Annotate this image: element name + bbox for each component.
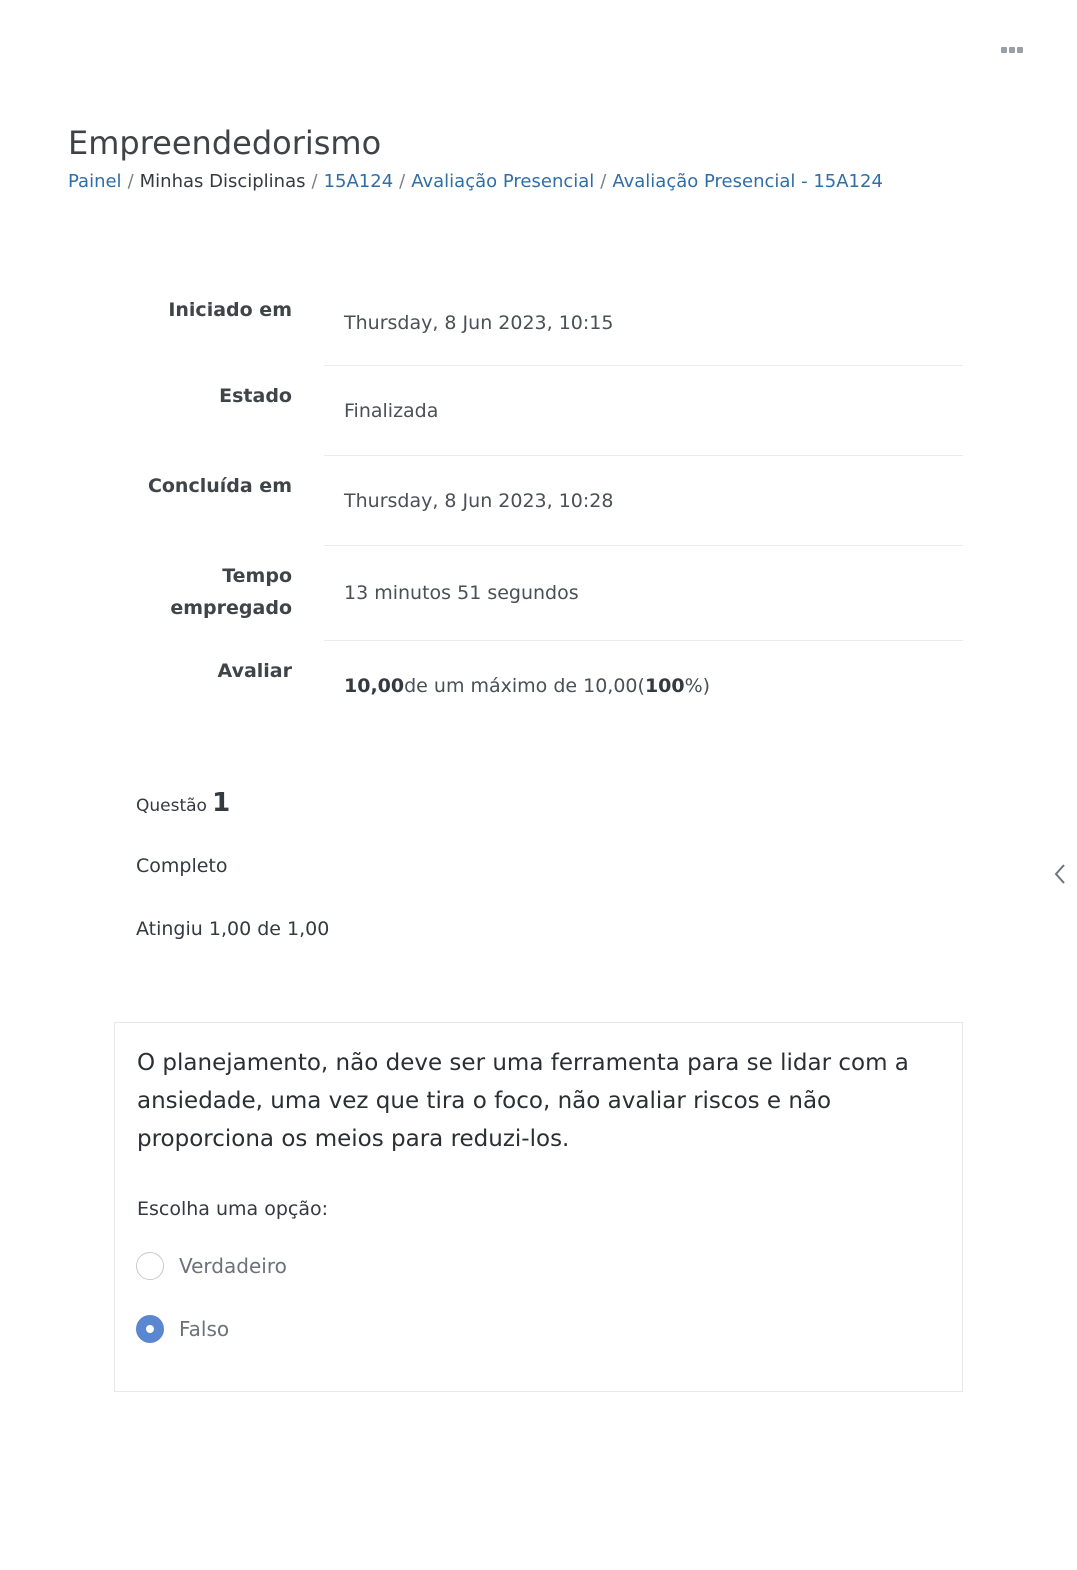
summary-value-time-taken: 13 minutos 51 segundos bbox=[324, 546, 963, 641]
breadcrumb bbox=[68, 171, 883, 192]
summary-label-line: empregado bbox=[170, 597, 292, 619]
summary-label: Avaliar bbox=[217, 660, 292, 682]
question-info bbox=[136, 788, 230, 818]
grade-text-end: %) bbox=[684, 675, 711, 697]
breadcrumb-minhas-disciplinas: Minhas Disciplinas bbox=[139, 171, 306, 192]
summary-row-started bbox=[120, 280, 963, 366]
breadcrumb-separator: / bbox=[399, 171, 406, 192]
drawer-toggle-button[interactable] bbox=[1050, 862, 1070, 886]
summary-value-grade bbox=[324, 641, 963, 731]
summary-value-started: Thursday, 8 Jun 2023, 10:15 bbox=[324, 280, 963, 366]
option-label: Falso bbox=[179, 1317, 230, 1341]
grade-percent: 100 bbox=[644, 675, 685, 697]
summary-row-state bbox=[120, 366, 963, 456]
question-prefix: Questão bbox=[136, 796, 207, 816]
breadcrumb-course[interactable]: 15A124 bbox=[323, 171, 394, 192]
option-verdadeiro[interactable] bbox=[136, 1252, 287, 1280]
grade-text: de um máximo de 10,00( bbox=[404, 675, 645, 697]
summary-value-state: Finalizada bbox=[324, 366, 963, 456]
breadcrumb-painel[interactable]: Painel bbox=[68, 171, 122, 192]
chevron-left-icon bbox=[1050, 862, 1070, 886]
question-text: O planejamento, não deve ser uma ferramenta para se lidar com a ansiedade, uma vez que tira o foco, não avaliar riscos e não proporciona os meios para reduzi-los. bbox=[137, 1050, 909, 1152]
option-label: Verdadeiro bbox=[179, 1254, 287, 1278]
summary-label: Concluída em bbox=[147, 475, 292, 497]
summary-label bbox=[120, 546, 308, 641]
summary-label: Estado bbox=[219, 385, 292, 407]
breadcrumb-separator: / bbox=[600, 171, 607, 192]
question-state: Completo bbox=[136, 855, 228, 877]
summary-value-completed: Thursday, 8 Jun 2023, 10:28 bbox=[324, 456, 963, 546]
summary-row-time-taken bbox=[120, 546, 963, 641]
breadcrumb-separator: / bbox=[127, 171, 134, 192]
radio-button-unchecked[interactable] bbox=[136, 1252, 164, 1280]
breadcrumb-quiz[interactable]: Avaliação Presencial - 15A124 bbox=[612, 171, 883, 192]
attempt-summary-table bbox=[120, 280, 963, 731]
question-number: 1 bbox=[212, 788, 231, 818]
breadcrumb-section[interactable]: Avaliação Presencial bbox=[411, 171, 595, 192]
option-falso[interactable] bbox=[136, 1315, 229, 1343]
question-card bbox=[114, 1022, 963, 1392]
radio-button-checked[interactable] bbox=[136, 1315, 164, 1343]
summary-label-line: Tempo bbox=[222, 565, 292, 587]
summary-row-completed bbox=[120, 456, 963, 546]
breadcrumb-separator: / bbox=[311, 171, 318, 192]
question-grade: Atingiu 1,00 de 1,00 bbox=[136, 918, 330, 940]
grade-score: 10,00 bbox=[344, 675, 405, 697]
answer-prompt: Escolha uma opção: bbox=[137, 1198, 329, 1220]
ellipsis-icon bbox=[1001, 47, 1007, 53]
page-title: Empreendedorismo bbox=[68, 124, 382, 162]
summary-row-grade bbox=[120, 641, 963, 731]
summary-label: Iniciado em bbox=[168, 299, 292, 321]
more-options-menu[interactable] bbox=[1001, 44, 1025, 56]
